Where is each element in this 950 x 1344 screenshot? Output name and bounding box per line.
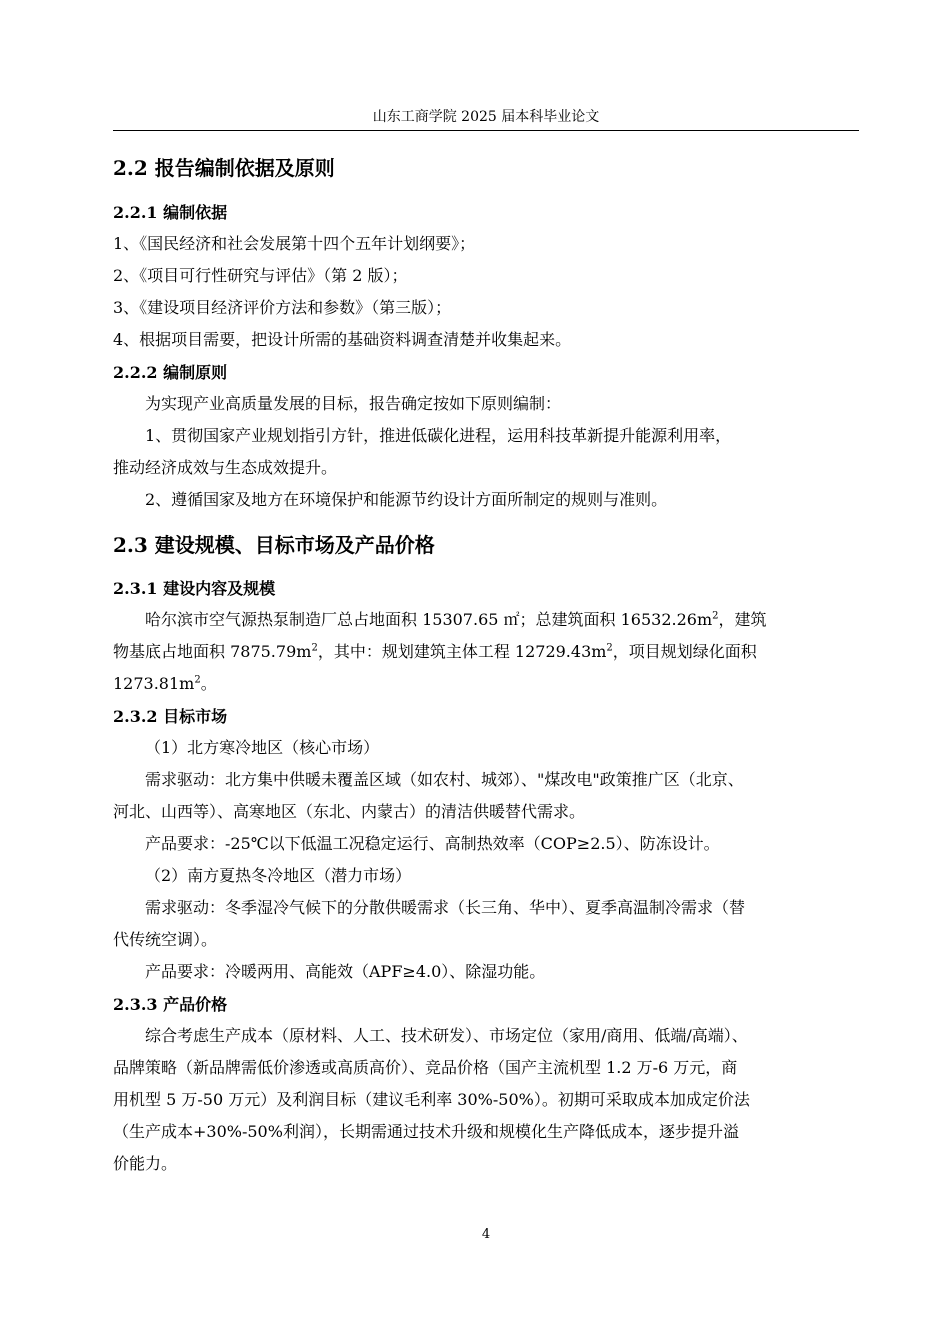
principle-1-line-2: 推动经济成效与生态成效提升。 xyxy=(113,458,338,477)
section-heading-2-2: 2.2 报告编制依据及原则 xyxy=(113,156,335,180)
scale-line-2: 物基底占地面积 $7875.79m^2$，其中：规划建筑主体工程 $12729.43m^2$，项目规划绿化面积 xyxy=(113,642,757,661)
south-demand-line-1: 需求驱动：冬季湿冷气候下的分散供暖需求（长三角、华中）、夏季高温制冷需求（替 xyxy=(145,898,746,917)
price-line-2: 品牌策略（新品牌需低价渗透或高质高价）、竞品价格（国产主流机型 1.2 万-6 万元，商 xyxy=(113,1058,738,1077)
subsection-heading-2-2-1: 2.2.1 编制依据 xyxy=(113,203,228,222)
page-number: 4 xyxy=(481,1227,491,1242)
principle-intro: 为实现产业高质量发展的目标，报告确定按如下原则编制： xyxy=(145,394,562,413)
subsection-heading-2-3-3: 2.3.3 产品价格 xyxy=(113,995,228,1014)
subsection-heading-2-2-2: 2.2.2 编制原则 xyxy=(113,363,228,382)
basis-item-4: 4、根据项目需要，把设计所需的基础资料调查清楚并收集起来。 xyxy=(113,330,572,349)
header-title: 山东工商学院 2025 届本科毕业论文 xyxy=(372,109,600,125)
south-demand-line-2: 代传统空调）。 xyxy=(113,930,218,949)
basis-item-3: 3、《建设项目经济评价方法和参数》（第三版）； xyxy=(113,298,452,317)
south-requirement: 产品要求：冷暖两用、高能效（APF≥4.0）、除湿功能。 xyxy=(145,962,546,981)
north-requirement: 产品要求：-25℃以下低温工况稳定运行、高制热效率（COP≥2.5）、防冻设计。 xyxy=(145,834,720,853)
south-market-title: （2）南方夏热冬冷地区（潜力市场） xyxy=(145,866,412,885)
price-line-1: 综合考虑生产成本（原材料、人工、技术研发）、市场定位（家用/商用、低端/高端）、 xyxy=(145,1026,748,1045)
scale-line-3: $1273.81m^2$。 xyxy=(113,674,217,693)
subsection-heading-2-3-1: 2.3.1 建设内容及规模 xyxy=(113,579,276,598)
price-line-5: 价能力。 xyxy=(113,1154,178,1173)
header-divider xyxy=(113,130,859,131)
price-line-4: （生产成本+30%-50%利润），长期需通过技术升级和规模化生产降低成本，逐步提升溢 xyxy=(113,1122,739,1141)
scale-line-1: 哈尔滨市空气源热泵制造厂总占地面积 15307.65 ㎡；总建筑面积 $16532.26m^2$，建筑 xyxy=(145,610,767,629)
north-market-title: （1）北方寒冷地区（核心市场） xyxy=(145,738,380,757)
price-line-3: 用机型 5 万-50 万元）及利润目标（建议毛利率 30%-50%）。初期可采取成本加成定价法 xyxy=(113,1090,750,1109)
north-demand-line-1: 需求驱动：北方集中供暖未覆盖区域（如农村、城郊）、"煤改电"政策推广区（北京、 xyxy=(145,770,744,789)
principle-2: 2、遵循国家及地方在环境保护和能源节约设计方面所制定的规则与准则。 xyxy=(145,490,668,509)
basis-item-1: 1、《国民经济和社会发展第十四个五年计划纲要》； xyxy=(113,234,476,253)
basis-item-2: 2、《项目可行性研究与评估》（第 2 版）； xyxy=(113,266,408,285)
section-heading-2-3: 2.3 建设规模、目标市场及产品价格 xyxy=(113,533,435,557)
subsection-heading-2-3-2: 2.3.2 目标市场 xyxy=(113,707,228,726)
principle-1-line-1: 1、贯彻国家产业规划指引方针，推进低碳化进程，运用科技革新提升能源利用率， xyxy=(145,426,732,445)
north-demand-line-2: 河北、山西等）、高寒地区（东北、内蒙古）的清洁供暖替代需求。 xyxy=(113,802,586,821)
